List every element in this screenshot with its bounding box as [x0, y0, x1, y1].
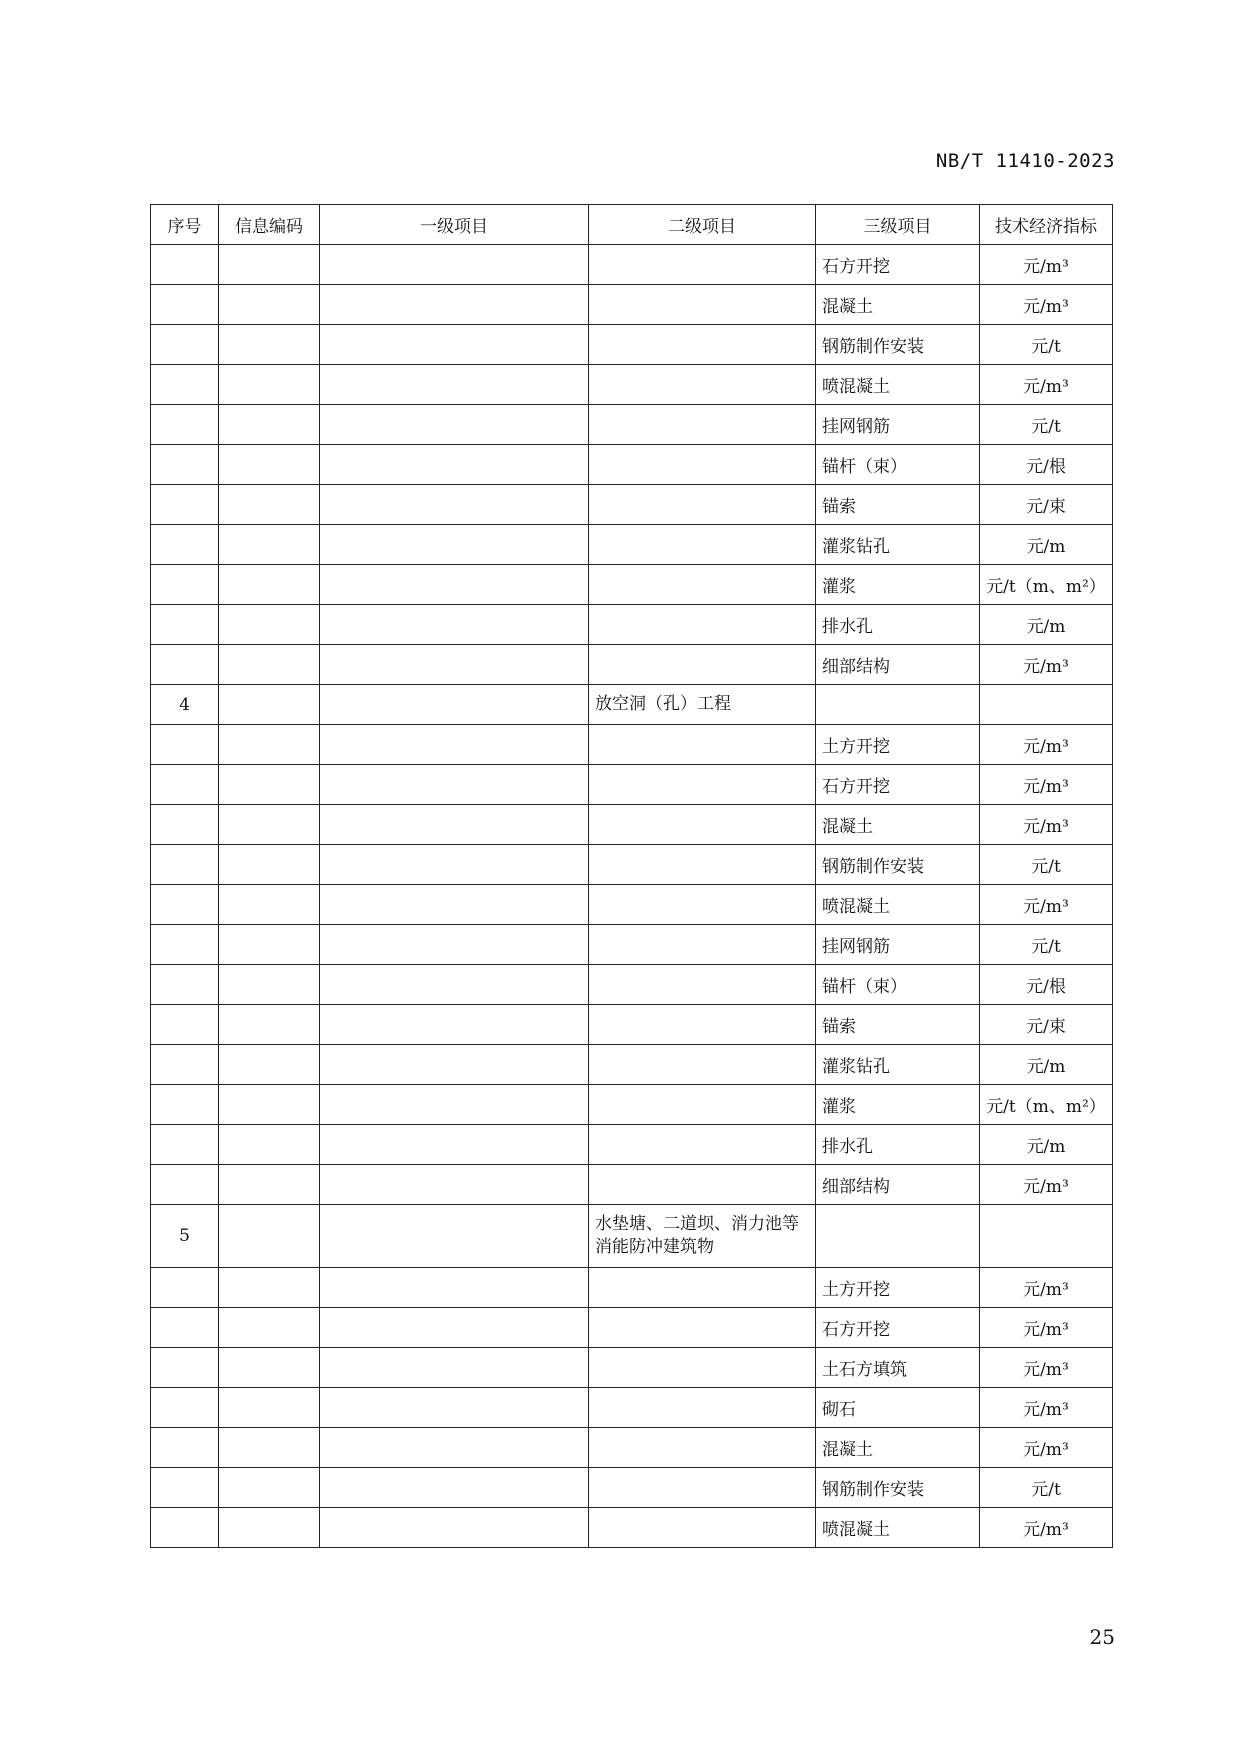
cell-level3: 锚杆（束）	[816, 965, 980, 1005]
cell-code	[219, 1308, 320, 1348]
cell-level3: 喷混凝土	[816, 1508, 980, 1548]
cell-seq	[151, 445, 219, 485]
cell-level2	[589, 885, 816, 925]
cell-code	[219, 805, 320, 845]
cell-indicator: 元/t（m、m²）	[980, 565, 1113, 605]
header-level3: 三级项目	[816, 205, 980, 245]
cell-code	[219, 885, 320, 925]
cell-indicator: 元/m³	[980, 245, 1113, 285]
cell-code	[219, 845, 320, 885]
table-row	[151, 925, 1113, 965]
table-row	[151, 245, 1113, 285]
cell-code	[219, 1045, 320, 1085]
cell-level3: 石方开挖	[816, 1308, 980, 1348]
cell-level1	[320, 1085, 589, 1125]
cell-level1	[320, 1508, 589, 1548]
cell-level3: 喷混凝土	[816, 885, 980, 925]
cell-seq	[151, 1308, 219, 1348]
cell-level2	[589, 1005, 816, 1045]
cell-code	[219, 565, 320, 605]
cell-level1	[320, 405, 589, 445]
cell-indicator: 元/m	[980, 1045, 1113, 1085]
cell-level2	[589, 1085, 816, 1125]
table-row	[151, 1388, 1113, 1428]
cell-seq	[151, 765, 219, 805]
cell-level2	[589, 1125, 816, 1165]
cell-level2	[589, 1268, 816, 1308]
cell-level2: 放空洞（孔）工程	[589, 685, 816, 725]
cell-code	[219, 605, 320, 645]
cell-level1	[320, 885, 589, 925]
cell-indicator: 元/m³	[980, 365, 1113, 405]
cell-level1	[320, 725, 589, 765]
cell-code	[219, 1468, 320, 1508]
table-row	[151, 645, 1113, 685]
cell-indicator: 元/m³	[980, 645, 1113, 685]
cell-level1	[320, 605, 589, 645]
cell-level2	[589, 485, 816, 525]
cell-level3: 钢筋制作安装	[816, 325, 980, 365]
cell-level1	[320, 1388, 589, 1428]
cell-seq	[151, 525, 219, 565]
cell-code	[219, 1165, 320, 1205]
cell-indicator: 元/m³	[980, 1428, 1113, 1468]
cell-level1	[320, 1165, 589, 1205]
table-row	[151, 485, 1113, 525]
cell-level2	[589, 1165, 816, 1205]
cell-level3: 细部结构	[816, 645, 980, 685]
cell-level1	[320, 365, 589, 405]
cell-indicator: 元/m³	[980, 885, 1113, 925]
cell-code	[219, 685, 320, 725]
header-code: 信息编码	[219, 205, 320, 245]
table-row	[151, 685, 1113, 725]
cell-code	[219, 645, 320, 685]
cell-level1	[320, 805, 589, 845]
cell-level3: 排水孔	[816, 605, 980, 645]
standard-code: NB/T 11410-2023	[935, 150, 1115, 172]
cell-seq	[151, 285, 219, 325]
cell-level1	[320, 1468, 589, 1508]
cell-indicator: 元/m	[980, 605, 1113, 645]
cell-seq: 5	[151, 1205, 219, 1268]
table-row	[151, 1268, 1113, 1308]
cell-level1	[320, 1005, 589, 1045]
cell-level2: 水垫塘、二道坝、消力池等消能防冲建筑物	[589, 1205, 816, 1268]
cell-seq	[151, 1508, 219, 1548]
cell-indicator	[980, 685, 1113, 725]
cell-level3	[816, 1205, 980, 1268]
table-row	[151, 1045, 1113, 1085]
cell-seq: 4	[151, 685, 219, 725]
cell-code	[219, 1205, 320, 1268]
cell-level3: 石方开挖	[816, 765, 980, 805]
table-row	[151, 1005, 1113, 1045]
cell-level1	[320, 925, 589, 965]
indicator-table	[150, 204, 1113, 1548]
cell-level1	[320, 445, 589, 485]
cell-seq	[151, 605, 219, 645]
cell-code	[219, 725, 320, 765]
cell-seq	[151, 245, 219, 285]
cell-level3: 钢筋制作安装	[816, 845, 980, 885]
cell-level2	[589, 845, 816, 885]
cell-code	[219, 405, 320, 445]
cell-level1	[320, 1125, 589, 1165]
cell-level2	[589, 1428, 816, 1468]
cell-code	[219, 1125, 320, 1165]
cell-level1	[320, 1428, 589, 1468]
cell-seq	[151, 1005, 219, 1045]
cell-level2	[589, 285, 816, 325]
header-level1: 一级项目	[320, 205, 589, 245]
cell-level3: 排水孔	[816, 1125, 980, 1165]
cell-level2	[589, 965, 816, 1005]
cell-indicator: 元/m³	[980, 1165, 1113, 1205]
table-row	[151, 605, 1113, 645]
table-row	[151, 1348, 1113, 1388]
table-row	[151, 805, 1113, 845]
cell-level3: 灌浆钻孔	[816, 1045, 980, 1085]
cell-code	[219, 365, 320, 405]
cell-level2	[589, 1308, 816, 1348]
table-row	[151, 1125, 1113, 1165]
cell-seq	[151, 1428, 219, 1468]
cell-level3: 挂网钢筋	[816, 405, 980, 445]
cell-level3: 锚索	[816, 1005, 980, 1045]
cell-code	[219, 925, 320, 965]
table-row	[151, 845, 1113, 885]
table-row	[151, 1308, 1113, 1348]
cell-level1	[320, 1308, 589, 1348]
cell-code	[219, 445, 320, 485]
cell-level3: 砌石	[816, 1388, 980, 1428]
cell-level1	[320, 245, 589, 285]
cell-indicator: 元/t	[980, 405, 1113, 445]
table-header-row	[151, 205, 1113, 245]
cell-code	[219, 325, 320, 365]
table-row	[151, 885, 1113, 925]
cell-code	[219, 1428, 320, 1468]
cell-seq	[151, 325, 219, 365]
cell-level3: 混凝土	[816, 805, 980, 845]
cell-indicator: 元/m³	[980, 1268, 1113, 1308]
cell-level2	[589, 245, 816, 285]
cell-seq	[151, 1468, 219, 1508]
cell-level1	[320, 645, 589, 685]
table-row	[151, 405, 1113, 445]
table-row	[151, 1468, 1113, 1508]
cell-level2	[589, 725, 816, 765]
table-row	[151, 285, 1113, 325]
cell-seq	[151, 845, 219, 885]
cell-level3: 土方开挖	[816, 725, 980, 765]
cell-level1	[320, 1268, 589, 1308]
cell-level3: 混凝土	[816, 285, 980, 325]
cell-level2	[589, 1045, 816, 1085]
cell-indicator: 元/t（m、m²）	[980, 1085, 1113, 1125]
cell-seq	[151, 1388, 219, 1428]
cell-level2	[589, 1388, 816, 1428]
cell-code	[219, 1005, 320, 1045]
cell-seq	[151, 1125, 219, 1165]
cell-code	[219, 245, 320, 285]
cell-level1	[320, 285, 589, 325]
cell-level1	[320, 1205, 589, 1268]
cell-seq	[151, 405, 219, 445]
header-indicator: 技术经济指标	[980, 205, 1113, 245]
cell-level3	[816, 685, 980, 725]
cell-level2	[589, 765, 816, 805]
cell-indicator: 元/m³	[980, 285, 1113, 325]
table-row	[151, 1205, 1113, 1268]
cell-level3: 混凝土	[816, 1428, 980, 1468]
cell-seq	[151, 1085, 219, 1125]
cell-level2	[589, 525, 816, 565]
cell-level1	[320, 325, 589, 365]
cell-level1	[320, 685, 589, 725]
cell-code	[219, 1388, 320, 1428]
cell-level2	[589, 445, 816, 485]
cell-indicator: 元/m³	[980, 1508, 1113, 1548]
cell-level3: 灌浆	[816, 1085, 980, 1125]
header-seq: 序号	[151, 205, 219, 245]
cell-code	[219, 965, 320, 1005]
table-row	[151, 1428, 1113, 1468]
cell-level2	[589, 645, 816, 685]
cell-level3: 土石方填筑	[816, 1348, 980, 1388]
table-row	[151, 1165, 1113, 1205]
cell-indicator: 元/t	[980, 1468, 1113, 1508]
cell-indicator: 元/m	[980, 1125, 1113, 1165]
cell-seq	[151, 645, 219, 685]
table-row	[151, 445, 1113, 485]
header-level2: 二级项目	[589, 205, 816, 245]
cell-indicator: 元/m³	[980, 725, 1113, 765]
cell-level3: 钢筋制作安装	[816, 1468, 980, 1508]
table-row	[151, 765, 1113, 805]
cell-level1	[320, 845, 589, 885]
cell-indicator: 元/t	[980, 325, 1113, 365]
cell-level1	[320, 565, 589, 605]
cell-level1	[320, 485, 589, 525]
table-body	[151, 245, 1113, 1548]
cell-seq	[151, 1165, 219, 1205]
cell-level3: 挂网钢筋	[816, 925, 980, 965]
cell-seq	[151, 565, 219, 605]
table-row	[151, 565, 1113, 605]
table-row	[151, 1085, 1113, 1125]
cell-level2	[589, 1508, 816, 1548]
cell-level2	[589, 605, 816, 645]
cell-level3: 锚杆（束）	[816, 445, 980, 485]
cell-seq	[151, 805, 219, 845]
cell-code	[219, 1085, 320, 1125]
cell-indicator: 元/m³	[980, 1308, 1113, 1348]
cell-seq	[151, 365, 219, 405]
cell-code	[219, 1508, 320, 1548]
cell-indicator: 元/m³	[980, 805, 1113, 845]
cell-code	[219, 285, 320, 325]
cell-level3: 喷混凝土	[816, 365, 980, 405]
table-row	[151, 1508, 1113, 1548]
cell-level1	[320, 765, 589, 805]
cell-indicator: 元/根	[980, 445, 1113, 485]
cell-seq	[151, 1268, 219, 1308]
cell-level3: 灌浆钻孔	[816, 525, 980, 565]
cell-level1	[320, 1045, 589, 1085]
cell-code	[219, 1268, 320, 1308]
table-row	[151, 525, 1113, 565]
cell-indicator: 元/t	[980, 845, 1113, 885]
table-row	[151, 365, 1113, 405]
cell-level3: 锚索	[816, 485, 980, 525]
cell-level1	[320, 1348, 589, 1388]
cell-seq	[151, 725, 219, 765]
cell-indicator: 元/t	[980, 925, 1113, 965]
cell-level1	[320, 965, 589, 1005]
cell-code	[219, 765, 320, 805]
cell-level2	[589, 1468, 816, 1508]
cell-level2	[589, 365, 816, 405]
cell-code	[219, 525, 320, 565]
cell-seq	[151, 1348, 219, 1388]
cell-indicator: 元/m³	[980, 1388, 1113, 1428]
page-number: 25	[1089, 1625, 1115, 1649]
table-row	[151, 325, 1113, 365]
cell-level2	[589, 325, 816, 365]
cell-level2	[589, 805, 816, 845]
cell-seq	[151, 965, 219, 1005]
cell-level3: 土方开挖	[816, 1268, 980, 1308]
cell-indicator: 元/根	[980, 965, 1113, 1005]
cell-seq	[151, 925, 219, 965]
cell-level2	[589, 1348, 816, 1388]
cell-seq	[151, 485, 219, 525]
cell-indicator: 元/m	[980, 525, 1113, 565]
cell-level2	[589, 405, 816, 445]
cell-seq	[151, 1045, 219, 1085]
cell-level2	[589, 565, 816, 605]
cell-level3: 石方开挖	[816, 245, 980, 285]
cell-indicator: 元/束	[980, 485, 1113, 525]
cell-code	[219, 1348, 320, 1388]
cell-code	[219, 485, 320, 525]
cell-level2	[589, 925, 816, 965]
cell-seq	[151, 885, 219, 925]
cell-indicator: 元/束	[980, 1005, 1113, 1045]
cell-level1	[320, 525, 589, 565]
cell-indicator	[980, 1205, 1113, 1268]
table-row	[151, 725, 1113, 765]
cell-level3: 细部结构	[816, 1165, 980, 1205]
cell-indicator: 元/m³	[980, 765, 1113, 805]
table-row	[151, 965, 1113, 1005]
cell-indicator: 元/m³	[980, 1348, 1113, 1388]
cell-level3: 灌浆	[816, 565, 980, 605]
